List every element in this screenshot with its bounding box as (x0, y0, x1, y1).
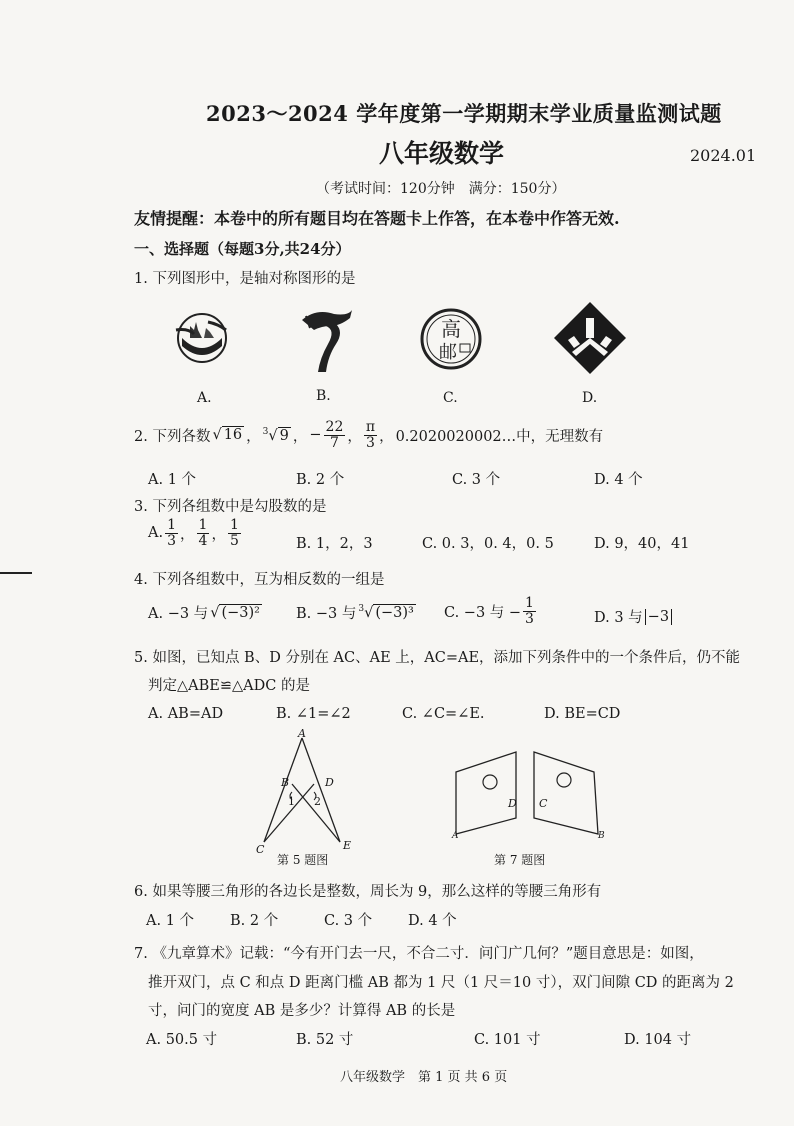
q1-option-a[interactable]: A. (197, 390, 212, 406)
q2-tail: 0.2020020002…中，无理数有 (395, 428, 604, 445)
q4-option-a-text: A. −3 与 (148, 606, 209, 622)
fig5-caption: 第 5 题图 (277, 853, 329, 867)
q6-option-a[interactable]: A. 1 个 (146, 913, 195, 929)
q5-option-d[interactable]: D. BE=CD (544, 706, 621, 722)
figure-7 (450, 744, 610, 840)
q6-option-b[interactable]: B. 2 个 (230, 913, 279, 929)
svg-text:高: 高 (441, 317, 461, 341)
q4-option-a[interactable] (148, 602, 262, 623)
q3-option-c[interactable]: C. 0. 3，0. 4，0. 5 (422, 536, 554, 552)
q3-option-d[interactable]: D. 9，40，41 (594, 536, 690, 552)
reminder: 友情提醒：本卷中的所有题目均在答题卡上作答，在本卷中作答无效. (134, 209, 620, 228)
q4-sqrt: √ (−3)² (210, 604, 260, 621)
q4-cbrt: $^3$√ (−3)³ (358, 604, 414, 621)
exam-date: 2024.01 (690, 146, 757, 165)
q5-option-a[interactable]: A. AB=AD (148, 706, 224, 722)
q1-option-c[interactable]: C. (443, 390, 458, 406)
q6-option-d[interactable]: D. 4 个 (408, 913, 457, 929)
q4-abs: −3 (645, 609, 672, 625)
fig5-label-a: A (298, 727, 306, 740)
q1-option-b[interactable]: B. (316, 388, 331, 404)
q5-option-b[interactable]: B. ∠1=∠2 (276, 706, 351, 722)
q2-option-c[interactable]: C. 3 个 (452, 472, 501, 488)
fig7-label-b: B (598, 831, 605, 841)
page-footer: 八年级数学 第 1 页 共 6 页 (340, 1070, 508, 1085)
fig7-caption: 第 7 题图 (494, 853, 546, 867)
q5-option-c[interactable]: C. ∠C=∠E. (402, 706, 485, 722)
exam-title: 2023～2024 学年度第一学期期末学业质量监测试题 (206, 101, 722, 126)
q4-frac-1-3: $\frac{1}{3}$ (525, 595, 534, 627)
q1-stem: 1. 下列图形中，是轴对称图形的是 (134, 271, 356, 287)
q2-frac-22-7: $\frac{22}{7}$ (325, 419, 344, 451)
q7-line1: 7. 《九章算术》记载：“今有开门去一尺，不合二寸．问门广几何？”题目意思是：如图， (134, 946, 704, 962)
fig7-label-a: A (452, 831, 459, 841)
section-heading: 一、选择题（每题3分,共24分） (134, 240, 351, 258)
q4-option-b-text: B. −3 与 (296, 606, 357, 622)
fig7-label-d: D (508, 797, 517, 810)
diamond-logo-icon (552, 300, 628, 376)
q3-option-a-label: A. (148, 525, 164, 542)
q3-stem: 3. 下列各组数中是勾股数的是 (134, 499, 327, 515)
fig7-label-c: C (539, 797, 548, 810)
fig5-label-2: 2 (314, 795, 321, 808)
q7-line2: 推开双门，点 C 和点 D 距离门槛 AB 都为 1 尺（1 尺＝10 寸），双门间隙 CD 的距离为 2 (148, 975, 734, 991)
q6-option-c[interactable]: C. 3 个 (324, 913, 373, 929)
seal-stamp-icon (418, 306, 484, 372)
q7-option-d[interactable]: D. 104 寸 (624, 1032, 692, 1048)
q3-frac-1-3: $\frac{1}{3}$ (167, 517, 177, 549)
fig5-label-b: B (281, 776, 290, 789)
margin-mark (0, 572, 32, 574)
q4-stem: 4. 下列各组数中，互为相反数的一组是 (134, 572, 385, 588)
q3-frac-1-5: $\frac{1}{5}$ (229, 517, 239, 549)
q2-option-d[interactable]: D. 4 个 (594, 472, 643, 488)
q5-line2: 判定△ABE≌△ADC 的是 (148, 678, 310, 694)
q4-option-d[interactable] (594, 606, 672, 627)
exam-info: （考试时间：120分钟 满分：150分） (316, 181, 566, 197)
q2-option-b[interactable]: B. 2 个 (296, 472, 345, 488)
q7-line3: 寸，问门的宽度 AB 是多少？计算得 AB 的长是 (148, 1003, 456, 1019)
q2-sqrt16: √ 16 (212, 427, 243, 444)
fig5-label-d: D (325, 776, 334, 789)
fig5-label-c: C (256, 843, 265, 856)
q3-frac-1-4: $\frac{1}{4}$ (198, 517, 208, 549)
landscape-emblem-icon (168, 308, 236, 368)
q2-stem: 2. 下列各数 √ 16 ， $^3$√ 9 ， − $\frac{22}{7}$ ， $\frac{\pi}{3}$ ， 0.2020020002…中，无理数有 (134, 419, 604, 451)
q2-frac-pi-3: $\frac{\pi}{3}$ (365, 419, 376, 451)
q6-stem: 6. 如果等腰三角形的各边长是整数，周长为 9，那么这样的等腰三角形有 (134, 884, 602, 900)
exam-subtitle: 八年级数学 (379, 139, 505, 168)
q4-option-b[interactable] (296, 602, 416, 623)
fig5-label-e: E (343, 839, 352, 852)
q7-option-b[interactable]: B. 52 寸 (296, 1032, 354, 1048)
q7-option-a[interactable]: A. 50.5 寸 (146, 1032, 218, 1048)
q3-option-b[interactable]: B. 1，2，3 (296, 536, 373, 552)
q5-line1: 5. 如图，已知点 B、D 分别在 AC、AE 上，AC=AE，添加下列条件中的一个条件后，仍不能 (134, 650, 741, 666)
q7-option-c[interactable]: C. 101 寸 (474, 1032, 541, 1048)
q1-option-d[interactable]: D. (582, 390, 598, 406)
q2-prefix: 2. 下列各数 (134, 428, 211, 445)
figure-5 (244, 726, 364, 854)
q2-option-a[interactable]: A. 1 个 (148, 472, 197, 488)
q2-neg: − (309, 427, 322, 444)
brush-stroke-icon (296, 304, 356, 376)
q4-option-d-text: D. 3 与 (594, 610, 643, 626)
svg-text:邮: 邮 (439, 342, 457, 363)
q4-option-c[interactable] (444, 596, 536, 626)
q4-option-c-text: C. −3 与 − (444, 604, 522, 621)
q2-cbrt9: $^3$√ 9 (262, 426, 289, 444)
q3-option-a[interactable]: A. $\frac{1}{3}$ ， $\frac{1}{4}$ ， $\frac{1}{5}$ (148, 517, 239, 549)
fig5-label-1: 1 (288, 795, 295, 808)
